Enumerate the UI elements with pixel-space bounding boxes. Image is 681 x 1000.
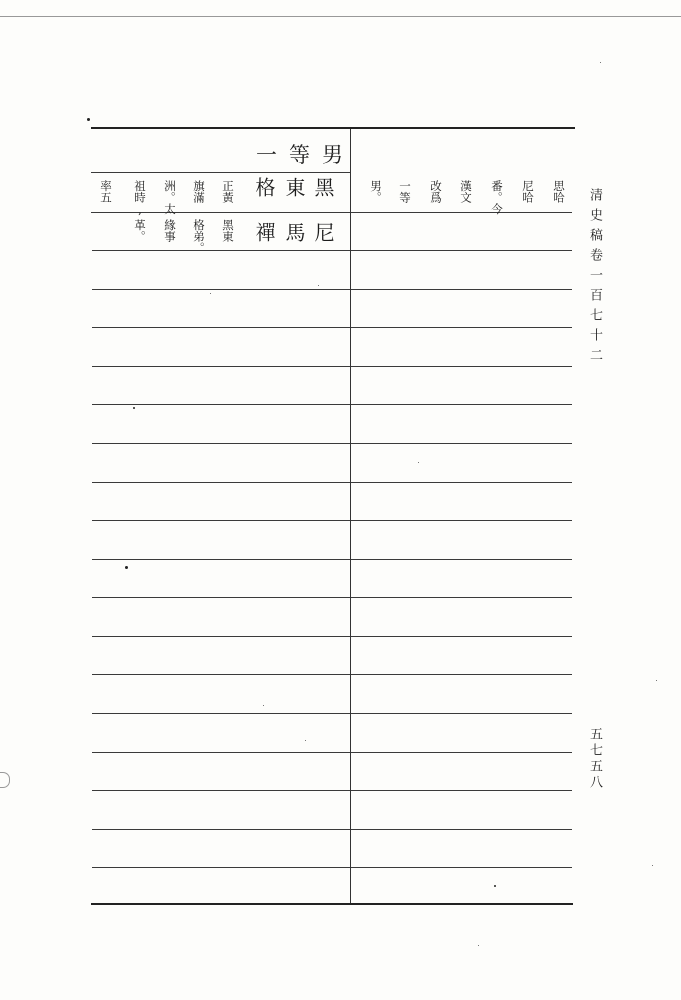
row-rule-right: [351, 520, 572, 521]
right-item-2: 番。今: [490, 180, 504, 215]
page-number: 五七五八: [587, 727, 602, 791]
row-rule-left: [92, 482, 350, 483]
name-ni: 尼: [311, 222, 335, 243]
table-center-rule: [350, 129, 351, 904]
scan-mark: [133, 407, 135, 409]
row-rule-right: [351, 289, 572, 290]
row-rule-right: [351, 674, 572, 675]
name-ma: 馬: [282, 222, 306, 243]
right-item-5: 一等: [398, 180, 412, 203]
row-rule-left: [92, 829, 350, 830]
scan-mark: [494, 885, 496, 887]
row-rule-right: [351, 250, 572, 251]
row-rule-left: [92, 713, 350, 714]
name-chan: 禪: [252, 222, 276, 243]
top-border: [0, 16, 681, 17]
note2-3: 革。: [133, 219, 147, 242]
row-rule-left: [92, 327, 350, 328]
scan-mark: [87, 118, 90, 121]
row-rule-left: [92, 520, 350, 521]
right-item-1: 尼哈: [521, 180, 535, 203]
note-2: 洲。太: [163, 180, 177, 215]
right-item-6: 男。: [369, 180, 383, 203]
note2-1: 格弟。: [192, 219, 206, 254]
margin-title: 清史稿卷一百七十二: [587, 188, 602, 368]
row-rule-right: [351, 829, 572, 830]
row-rule-left: [92, 597, 350, 598]
row-rule-right: [351, 443, 572, 444]
row-rule-left: [92, 250, 350, 251]
name-black: 黑: [311, 177, 335, 209]
row-rule-right: [351, 366, 572, 367]
note2-2: 緣事: [163, 219, 177, 242]
name-dong: 東: [282, 177, 306, 198]
table-bottom-rule: [91, 903, 573, 905]
note2-0: 黑東: [221, 219, 235, 242]
row-rule-left: [92, 443, 350, 444]
right-item-3: 漢文: [459, 180, 473, 203]
binding-hole: [0, 772, 10, 788]
row-rule-left: [92, 559, 350, 560]
row-rule-left: [92, 636, 350, 637]
row-rule-right: [351, 327, 572, 328]
note-4: 率五: [99, 180, 113, 203]
scan-mark: [125, 566, 128, 569]
row-rule-right: [351, 752, 572, 753]
row-rule-right: [351, 559, 572, 560]
row-rule-right: [351, 867, 572, 868]
right-item-4: 改爲: [429, 180, 443, 203]
row-rule-right: [351, 636, 572, 637]
row-rule-left: [92, 289, 350, 290]
row-rule-right: [351, 404, 572, 405]
row-rule-left: [92, 867, 350, 868]
note-3: 祖時,: [133, 180, 147, 217]
row-rule-right: [351, 713, 572, 714]
note-0: 正黃: [221, 180, 235, 203]
row-rule-left: [92, 790, 350, 791]
row-rule-left: [92, 366, 350, 367]
row-rule-left: [92, 404, 350, 405]
row-rule-right: [351, 482, 572, 483]
row-rule-right: [351, 597, 572, 598]
heading: 一等男: [256, 143, 355, 167]
row-rule-right: [351, 212, 572, 213]
row-rule-left: [92, 674, 350, 675]
name-ge: 格: [252, 177, 276, 198]
table-top-rule: [91, 127, 575, 129]
row-rule-right: [351, 790, 572, 791]
note-1: 旗滿: [192, 180, 206, 203]
right-item-0: 思哈: [552, 180, 566, 203]
row-rule-left: [92, 752, 350, 753]
